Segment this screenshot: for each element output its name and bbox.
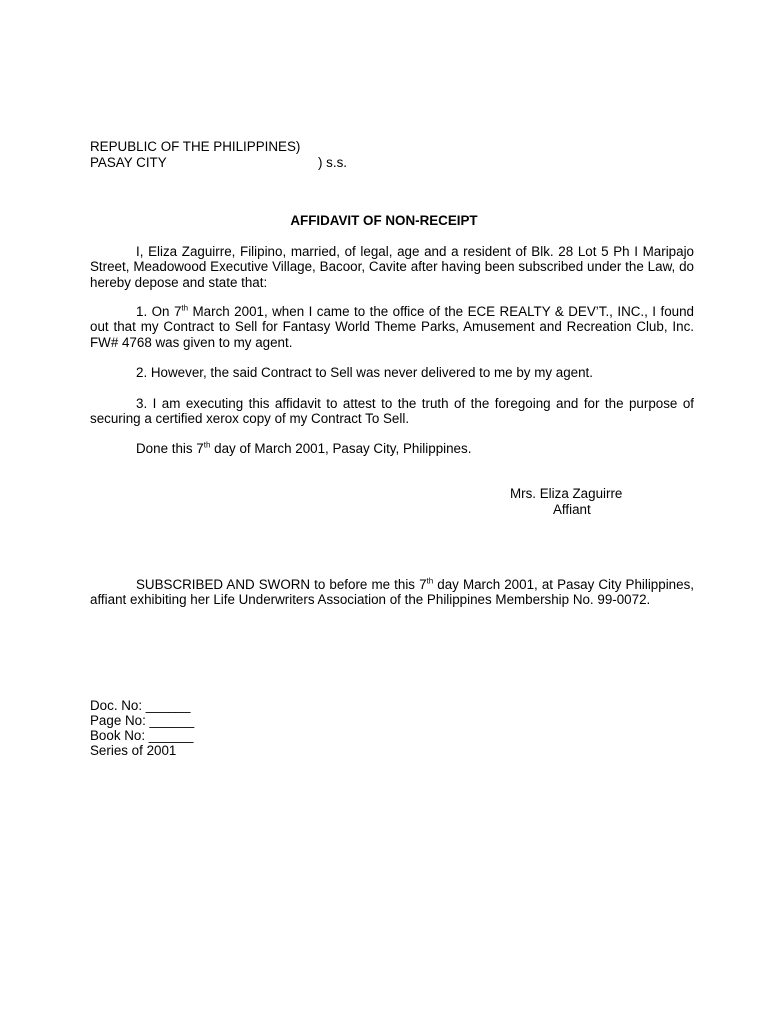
statement-3 xyxy=(90,396,694,427)
statement-1-text-a: 1. On 7 xyxy=(136,304,182,319)
statement-2 xyxy=(90,365,694,380)
affiant-role: Affiant xyxy=(553,502,591,517)
venue-ss: ) s.s. xyxy=(318,155,348,170)
statement-2-text: 2. However, the said Contract to Sell was never delivered to me by my agent. xyxy=(136,365,593,380)
page-no: Page No: ______ xyxy=(90,713,195,728)
statement-1 xyxy=(90,304,694,350)
statement-3-text: 3. I am executing this affidavit to attest to the truth of the foregoing and for the purpose of securing a certified xerox copy of my Contract To Sell. xyxy=(90,396,694,427)
statement-1-text-b: March 2001, when I came to the office of the ECE REALTY & DEV’T., INC., I found out that my Contract to Sell for Fantasy World Theme Parks, Amusement and Recreation Club, Inc. FW# 4768 was given to my agent. xyxy=(90,304,694,350)
venue-republic: REPUBLIC OF THE PHILIPPINES) xyxy=(90,139,301,154)
done-text-b: day of March 2001, Pasay City, Philippines. xyxy=(210,441,472,456)
done-line xyxy=(90,441,694,456)
doc-no: Doc. No: ______ xyxy=(90,698,191,713)
ordinal-suffix: th xyxy=(203,440,211,450)
intro-text: I, Eliza Zaguirre, Filipino, married, of legal, age and a resident of Blk. 28 Lot 5 Ph I Maripajo Street, Meadowood Executive Village, Bacoor, Cavite after having been subscribed under the Law, do hereby depose and state that: xyxy=(90,244,694,290)
affiant-name: Mrs. Eliza Zaguirre xyxy=(510,486,623,501)
book-no: Book No: ______ xyxy=(90,728,194,743)
venue-city: PASAY CITY xyxy=(90,155,167,170)
jurat-text-a: SUBSCRIBED AND SWORN to before me this 7 xyxy=(136,577,427,592)
document-title: AFFIDAVIT OF NON-RECEIPT xyxy=(290,213,478,228)
jurat-paragraph xyxy=(90,577,694,608)
jurat-text-b: day March 2001, at Pasay City Philippines, affiant exhibiting her Life Underwriters Association of the Philippines Membership No. 99-0072. xyxy=(90,577,694,608)
series: Series of 2001 xyxy=(90,743,177,758)
ordinal-suffix: th xyxy=(181,303,189,313)
ordinal-suffix: th xyxy=(426,576,434,586)
intro-paragraph xyxy=(90,244,694,290)
done-text-a: Done this 7 xyxy=(136,441,204,456)
